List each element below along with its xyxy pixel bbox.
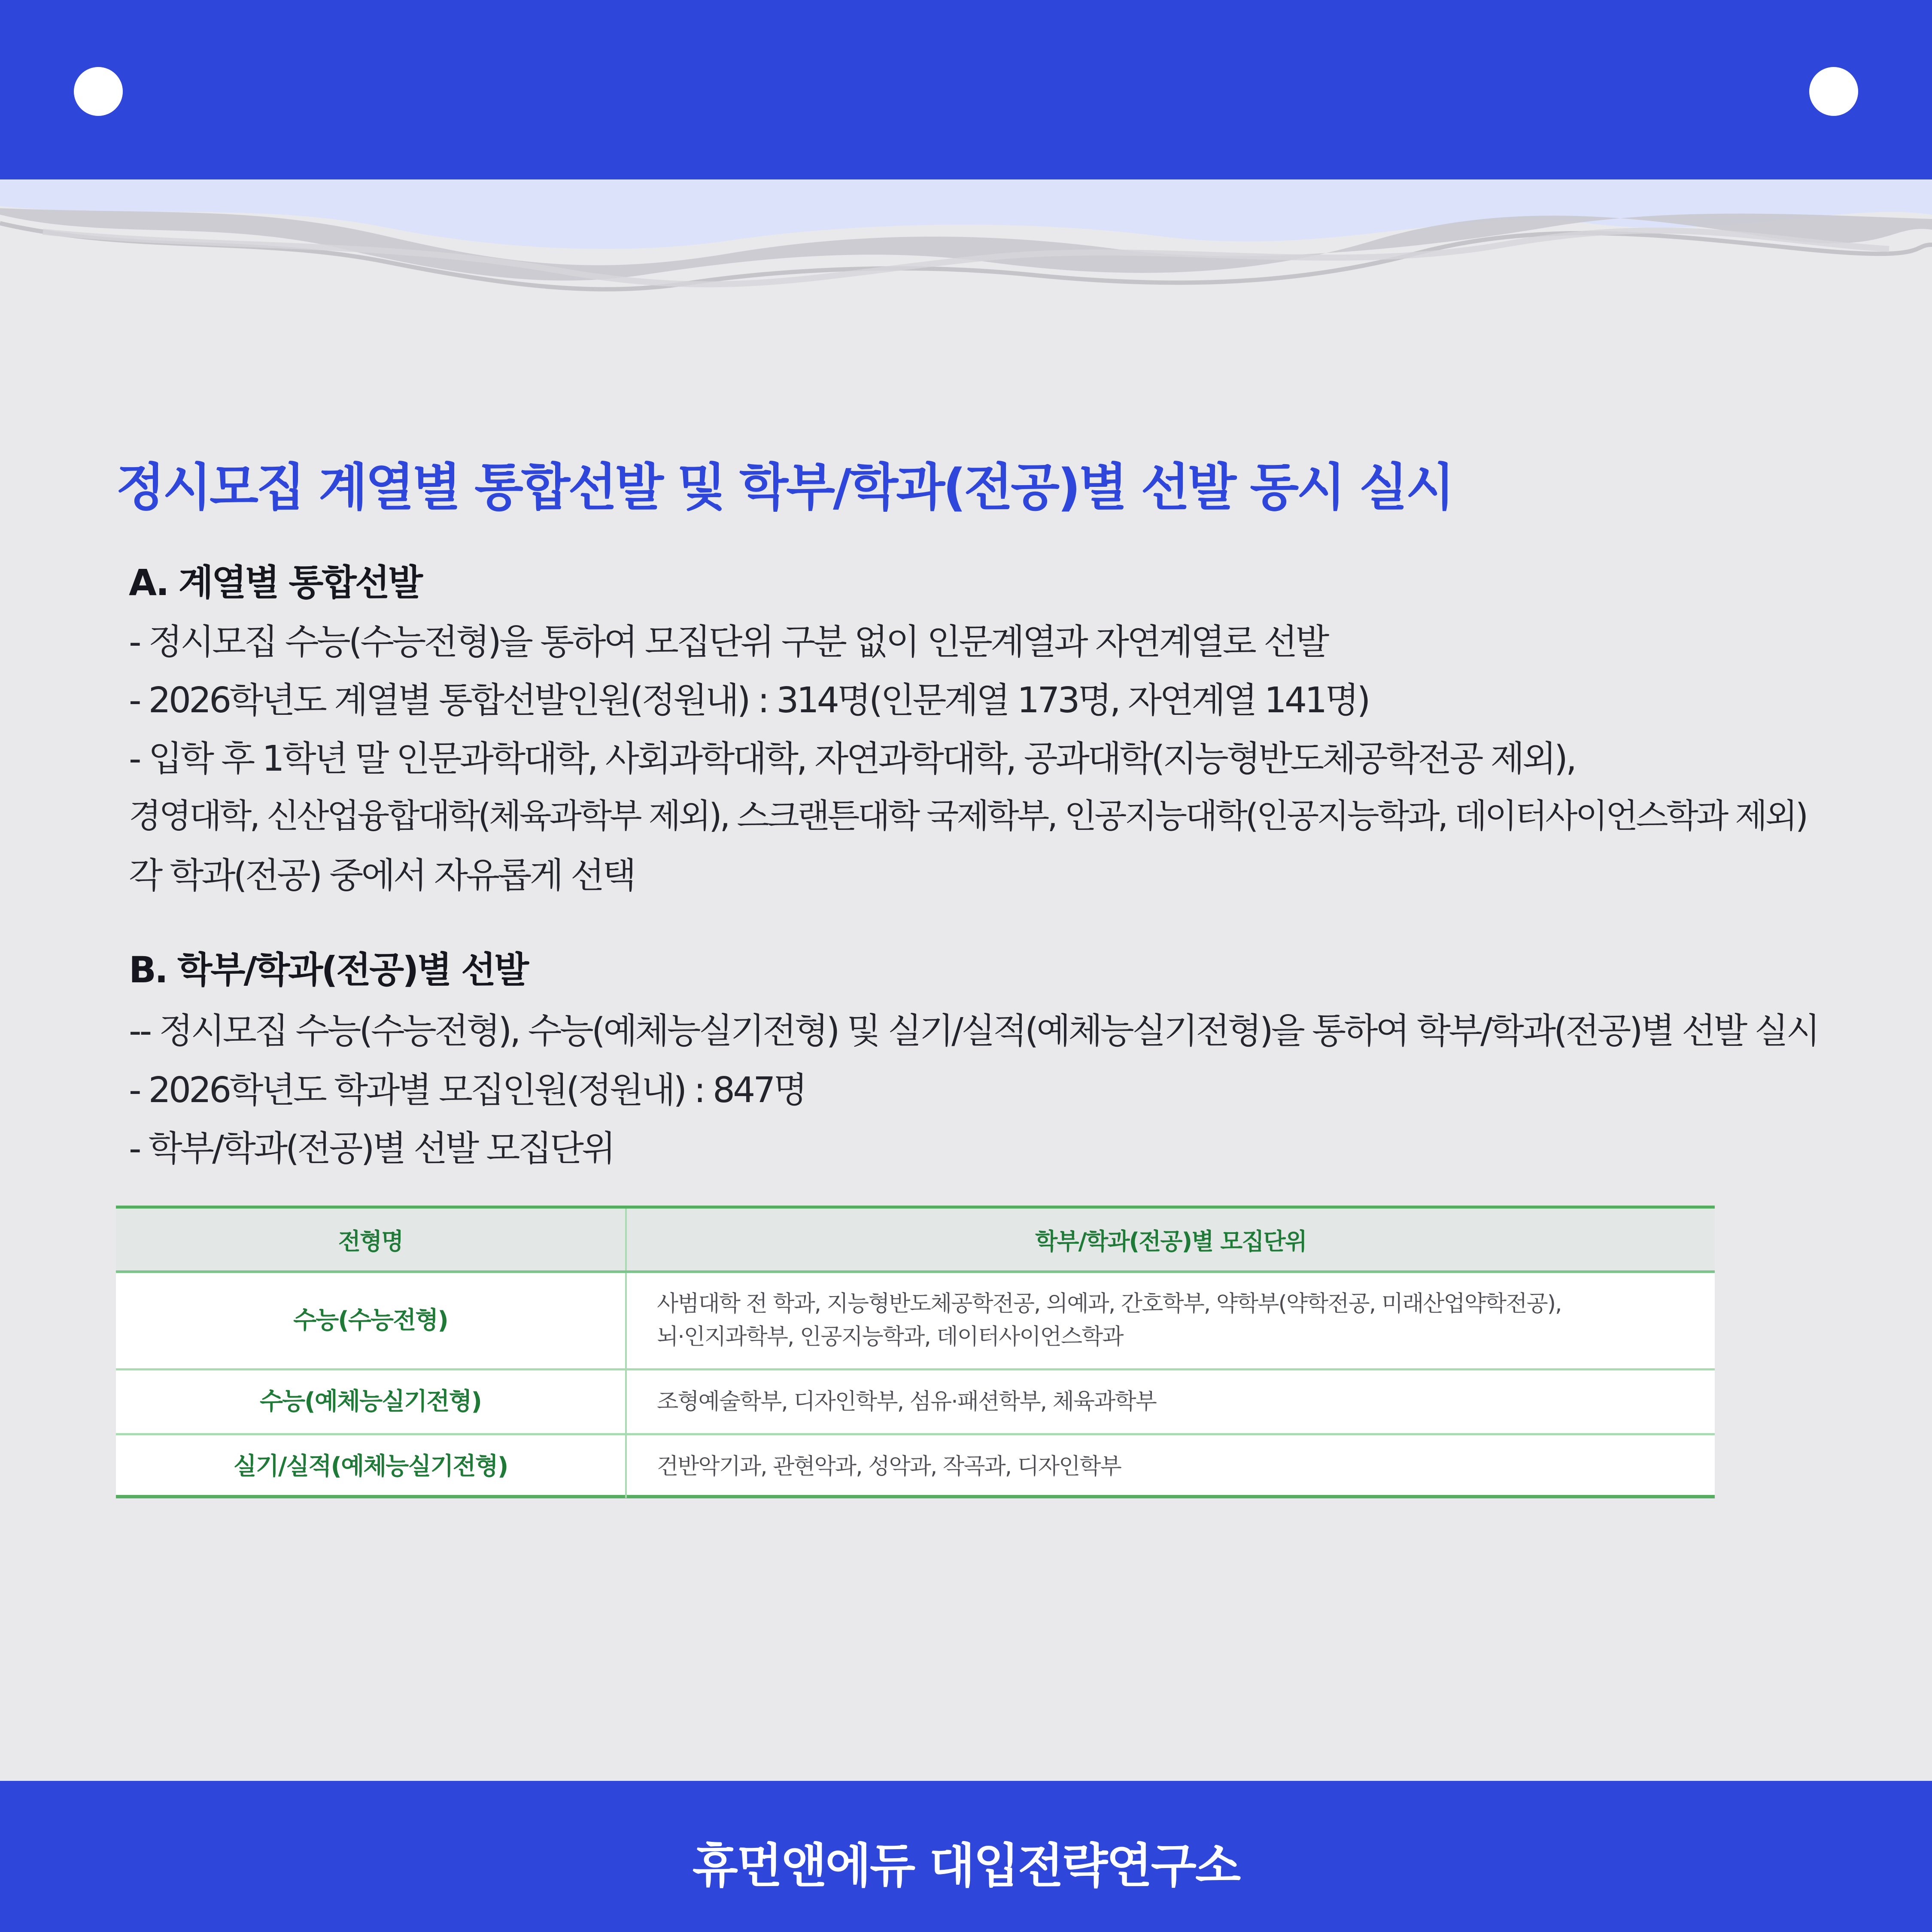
table-cell-units-line: 건반악기과, 관현악과, 성악과, 작곡과, 디자인학부	[657, 1453, 1121, 1479]
table-cell-units	[626, 1370, 1715, 1434]
table-row	[116, 1370, 1715, 1434]
table-header-type: 전형명	[116, 1209, 626, 1272]
table-header-units: 학부/학과(전공)별 모집단위	[626, 1209, 1715, 1272]
footer-title: 휴먼앤에듀 대입전략연구소	[692, 1838, 1240, 1893]
table-cell-type: 수능(수능전형)	[116, 1272, 626, 1370]
table-header-row	[116, 1209, 1715, 1272]
table-cell-type: 실기/실적(예체능실기전형)	[116, 1434, 626, 1498]
section-a-line: - 정시모집 수능(수능전형)을 통하여 모집단위 구분 없이 인문계열과 자연계열로 선발	[129, 622, 1327, 662]
section-b-line: -- 정시모집 수능(수능전형), 수능(예체능실기전형) 및 실기/실적(예체능실기전형)을 통하여 학부/학과(전공)별 선발 실시	[129, 1011, 1818, 1051]
table-cell-units	[626, 1272, 1715, 1370]
section-b-heading: B. 학부/학과(전공)별 선발	[129, 949, 528, 991]
torn-paper-decoration	[0, 189, 1932, 301]
table-cell-units	[626, 1434, 1715, 1498]
section-a-line: 경영대학, 신산업융합대학(체육과학부 제외), 스크랜튼대학 국제학부, 인공지능대학(인공지능학과, 데이터사이언스학과 제외)	[129, 797, 1807, 835]
section-a-line: - 입학 후 1학년 말 인문과학대학, 사회과학대학, 자연과학대학, 공과대학(지능형반도체공학전공 제외),	[129, 738, 1575, 779]
table-cell-units-line: 조형예술학부, 디자인학부, 섬유·패션학부, 체육과학부	[657, 1388, 1156, 1415]
page-title: 정시모집 계열별 통합선발 및 학부/학과(전공)별 선발 동시 실시	[116, 458, 1453, 517]
section-b-line: - 학부/학과(전공)별 선발 모집단위	[129, 1128, 614, 1169]
table-cell-units-line: 사범대학 전 학과, 지능형반도체공학전공, 의예과, 간호학부, 약학부(약학전공, 미래산업약학전공),	[657, 1291, 1561, 1317]
section-b-line: - 2026학년도 학과별 모집인원(정원내) : 847명	[129, 1070, 805, 1111]
section-a-heading: A. 계열별 통합선발	[129, 562, 421, 604]
table-cell-units-line: 뇌·인지과학부, 인공지능학과, 데이터사이언스학과	[657, 1324, 1123, 1350]
admission-units-table	[116, 1206, 1715, 1498]
section-a-line: 각 학과(전공) 중에서 자유롭게 선택	[129, 855, 635, 896]
table-cell-type: 수능(예체능실기전형)	[116, 1370, 626, 1434]
table-row	[116, 1434, 1715, 1498]
section-a-line: - 2026학년도 계열별 통합선발인원(정원내) : 314명(인문계열 173명, 자연계열 141명)	[129, 680, 1369, 721]
binder-hole-right	[1809, 67, 1858, 116]
table-row	[116, 1272, 1715, 1370]
binder-hole-left	[74, 67, 123, 116]
top-banner	[0, 0, 1932, 179]
